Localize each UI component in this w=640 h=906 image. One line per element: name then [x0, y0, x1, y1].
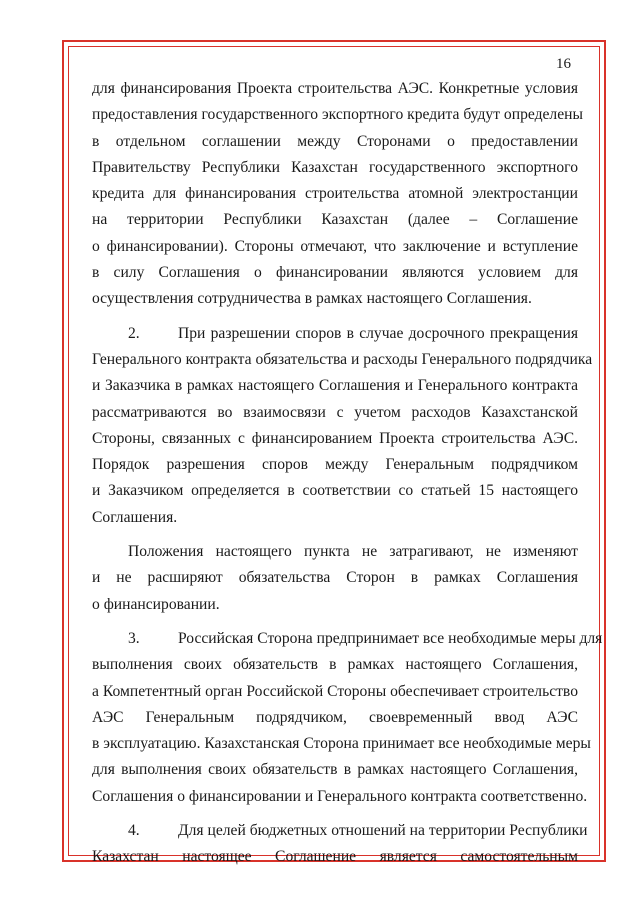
text-line: Правительству Республики Казахстан государственного экспортного [92, 158, 578, 176]
text-line: выполнения своих обязательств в рамках настоящего Соглашения, [92, 656, 578, 674]
text-line: и Заказчика в рамках настоящего Соглашения и Генерального контракта [92, 377, 578, 395]
text-line: в эксплуатацию. Казахстанская Сторона принимает все необходимые меры [92, 735, 591, 753]
text-line: Соглашения о финансировании и Генерального контракта соответственно. [92, 787, 588, 805]
text-line: Генерального контракта обязательства и расходы Генерального подрядчика [92, 350, 593, 368]
text-line: для выполнения своих обязательств в рамках настоящего Соглашения, [92, 761, 578, 779]
text-line: о финансировании. [92, 595, 220, 613]
text-line: в отдельном соглашении между Сторонами о предоставлении [92, 132, 578, 150]
text-line: Соглашения. [92, 508, 178, 526]
paragraph-4-first-line [92, 818, 588, 844]
text-line: АЭС Генеральным подрядчиком, своевременный ввод АЭС [92, 708, 578, 726]
text-line: осуществления сотрудничества в рамках настоящего Соглашения. [92, 290, 532, 308]
text-line: Казахстан настоящее Соглашение является самостоятельным [92, 848, 578, 866]
text-line: на территории Республики Казахстан (далее – Соглашение [92, 211, 578, 229]
text-line: в силу Соглашения о финансировании являются условием для [92, 264, 578, 282]
item-number: 4. [128, 822, 140, 840]
text-segment: Для целей бюджетных отношений на территории Республики [178, 822, 588, 840]
text-line: рассматриваются во взаимосвязи с учетом расходов Казахстанской [92, 403, 578, 421]
text-line: и не расширяют обязательства Сторон в рамках Соглашения [92, 569, 578, 587]
text-line: для финансирования Проекта строительства АЭС. Конкретные условия [92, 80, 578, 97]
text-line: кредита для финансирования строительства атомной электростанции [92, 185, 578, 203]
text-line: Порядок разрешения споров между Генеральным подрядчиком [92, 456, 578, 474]
paragraph-3-first-line [92, 626, 603, 652]
text-segment: При разрешении споров в случае досрочного прекращения [178, 324, 578, 342]
item-number: 2. [128, 324, 140, 342]
text-line: о финансировании). Стороны отмечают, что заключение и вступление [92, 237, 578, 255]
text-line: и Заказчиком определяется в соответствии со статьей 15 настоящего [92, 482, 578, 500]
text-line: Стороны, связанных с финансированием Проекта строительства АЭС. [92, 429, 578, 447]
text-segment: Российская Сторона предпринимает все необходимые меры для [178, 629, 603, 647]
text-line: а Компетентный орган Российской Стороны обеспечивает строительство [92, 682, 578, 700]
text-line: предоставления государственного экспортного кредита будут определены [92, 106, 583, 124]
body-text [92, 76, 603, 871]
paragraph-2-first-line [92, 321, 578, 347]
text-line: Положения настоящего пункта не затрагивают, не изменяют [128, 543, 578, 561]
item-number: 3. [128, 629, 140, 647]
page-number: 16 [556, 56, 571, 72]
